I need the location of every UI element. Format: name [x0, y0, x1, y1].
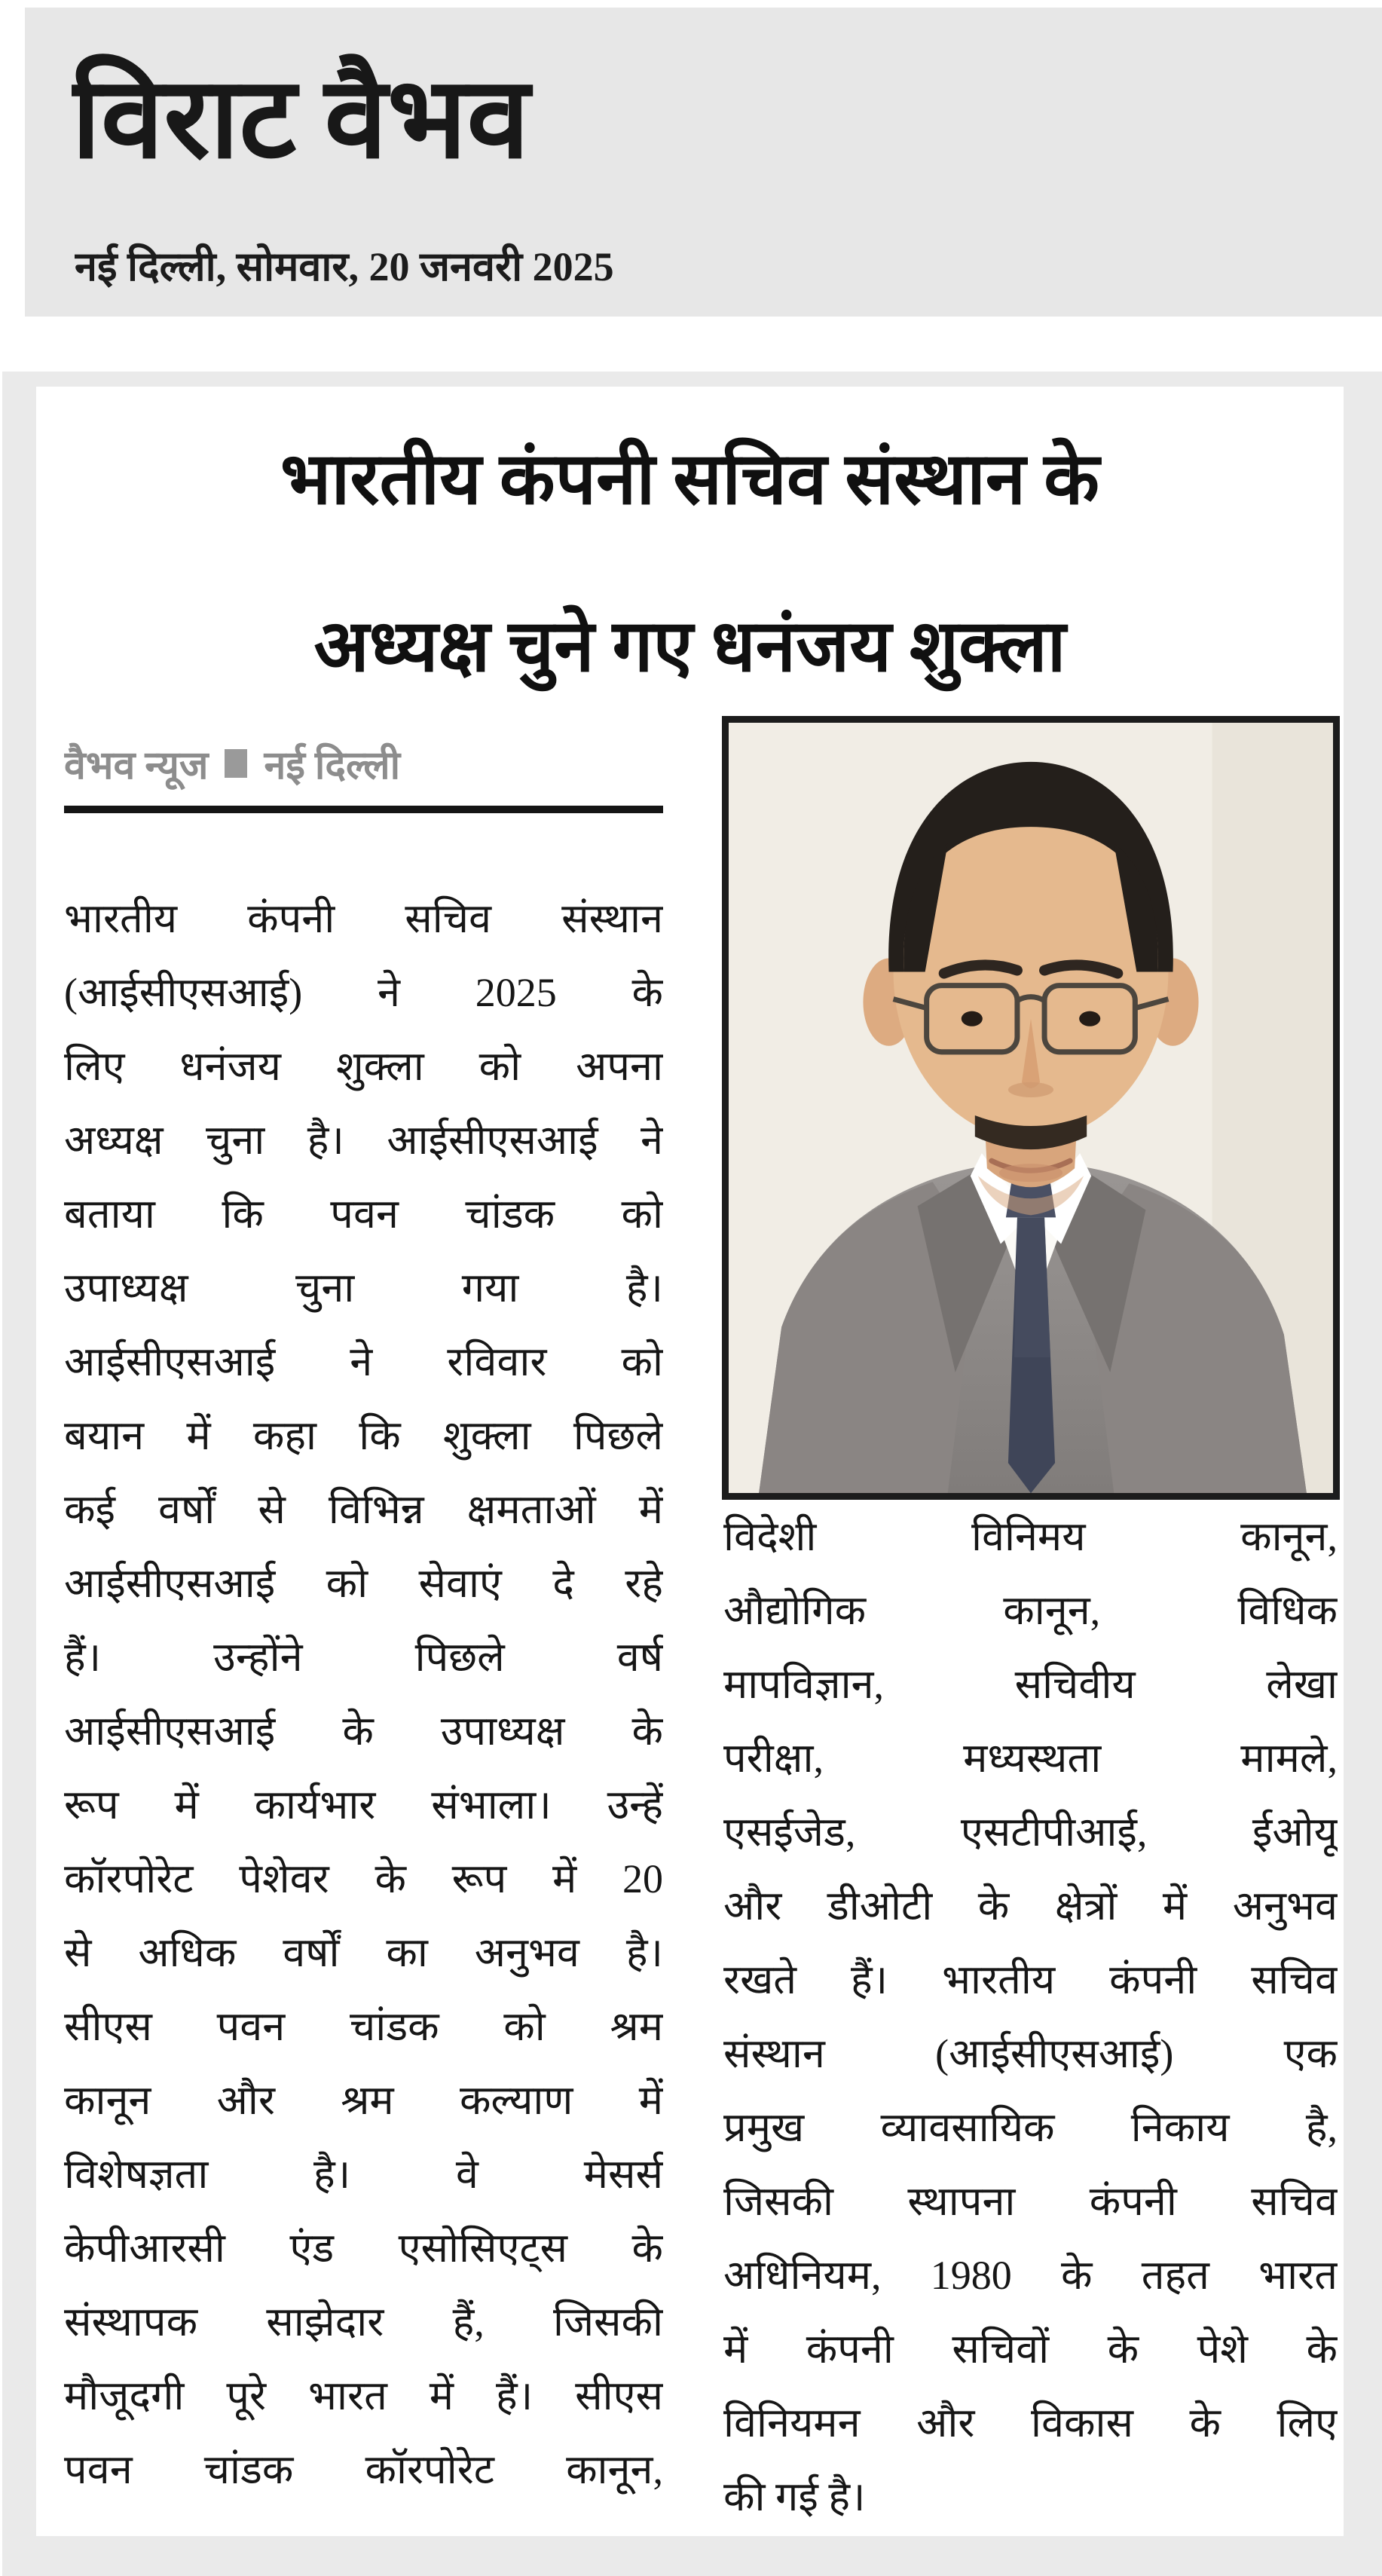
- body-text-line: आईसीएसआई को सेवाएं दे रहे: [64, 1561, 663, 1606]
- body-text-line: हैं। उन्होंने पिछले वर्ष: [64, 1635, 663, 1680]
- body-text-line: मापविज्ञान, सचिवीय लेखा: [723, 1662, 1338, 1707]
- newspaper-title: विराट वैभव: [72, 57, 530, 182]
- body-text-line: लिए धनंजय शुक्ला को अपना: [64, 1044, 663, 1089]
- body-text-line: से अधिक वर्षों का अनुभव है।: [64, 1930, 663, 1975]
- byline-location: नई दिल्ली: [264, 744, 401, 788]
- article-headline: [36, 396, 1344, 736]
- body-text-line: की गई है।: [723, 2474, 866, 2519]
- body-text-line: कॉरपोरेट पेशेवर के रूप में 20: [64, 1856, 663, 1901]
- body-text-line: अध्यक्ष चुना है। आईसीएसआई ने: [64, 1118, 663, 1163]
- body-text-line: रखते हैं। भारतीय कंपनी सचिव: [723, 1957, 1338, 2002]
- article-column-right: [723, 1500, 1338, 2534]
- body-text-line: रूप में कार्यभार संभाला। उन्हें: [64, 1782, 663, 1828]
- body-text-line: और डीओटी के क्षेत्रों में अनुभव: [723, 1883, 1338, 1929]
- body-text-line: केपीआरसी एंड एसोसिएट्स के: [64, 2226, 663, 2271]
- byline-divider: [64, 806, 663, 813]
- body-text-line: बताया कि पवन चांडक को: [64, 1192, 663, 1237]
- body-text-line: जिसकी स्थापना कंपनी सचिव: [723, 2179, 1338, 2224]
- body-text-line: बयान में कहा कि शुक्ला पिछले: [64, 1413, 663, 1458]
- body-text-line: उपाध्यक्ष चुना गया है।: [64, 1265, 663, 1311]
- body-text-line: एसईजेड, एसटीपीआई, ईओयू: [723, 1810, 1338, 1855]
- body-text-line: कई वर्षों से विभिन्न क्षमताओं में: [64, 1487, 663, 1532]
- body-text-line: अधिनियम, 1980 के तहत भारत: [723, 2253, 1338, 2298]
- body-text-line: औद्योगिक कानून, विधिक: [723, 1588, 1338, 1633]
- body-text-line: में कंपनी सचिवों के पेशे के: [723, 2327, 1338, 2372]
- body-text-line: संस्थान (आईसीएसआई) एक: [723, 2031, 1338, 2076]
- newspaper-masthead: [25, 8, 1382, 317]
- body-text-line: विदेशी विनिमय कानून,: [723, 1514, 1338, 1559]
- body-text-line: विशेषज्ञता है। वे मेसर्स: [64, 2152, 663, 2197]
- byline-agency: वैभव न्यूज: [64, 744, 209, 788]
- body-text-line: परीक्षा, मध्यस्थता मामले,: [723, 1736, 1338, 1781]
- body-text-line: मौजूदगी पूरे भारत में हैं। सीएस: [64, 2373, 663, 2418]
- photo-dhananjay-shukla: [722, 716, 1340, 1500]
- byline: [64, 727, 663, 800]
- article-column-left: [64, 882, 663, 2507]
- headline-line-1: भारतीय कंपनी सचिव संस्थान के: [280, 439, 1099, 519]
- body-text-line: आईसीएसआई के उपाध्यक्ष के: [64, 1709, 663, 1754]
- body-text-line: कानून और श्रम कल्याण में: [64, 2078, 663, 2123]
- body-text-line: आईसीएसआई ने रविवार को: [64, 1339, 663, 1384]
- body-text-line: विनियमन और विकास के लिए: [723, 2400, 1338, 2446]
- headline-line-2: अध्यक्ष चुने गए धनंजय शुक्ला: [313, 606, 1066, 687]
- body-text-line: भारतीय कंपनी सचिव संस्थान: [64, 896, 663, 941]
- body-text-line: पवन चांडक कॉरपोरेट कानून,: [64, 2447, 663, 2492]
- masthead-dateline: नई दिल्ली, सोमवार, 20 जनवरी 2025: [75, 244, 614, 289]
- portrait-illustration: [729, 723, 1333, 1493]
- body-text-line: सीएस पवन चांडक को श्रम: [64, 2004, 663, 2049]
- body-text-line: प्रमुख व्यावसायिक निकाय है,: [723, 2105, 1338, 2150]
- article-clipping-frame: [2, 372, 1382, 2576]
- byline-square-icon: [225, 749, 247, 778]
- body-text-line: संस्थापक साझेदार हैं, जिसकी: [64, 2299, 663, 2345]
- article-body: [36, 387, 1344, 2536]
- body-text-line: (आईसीएसआई) ने 2025 के: [64, 970, 663, 1015]
